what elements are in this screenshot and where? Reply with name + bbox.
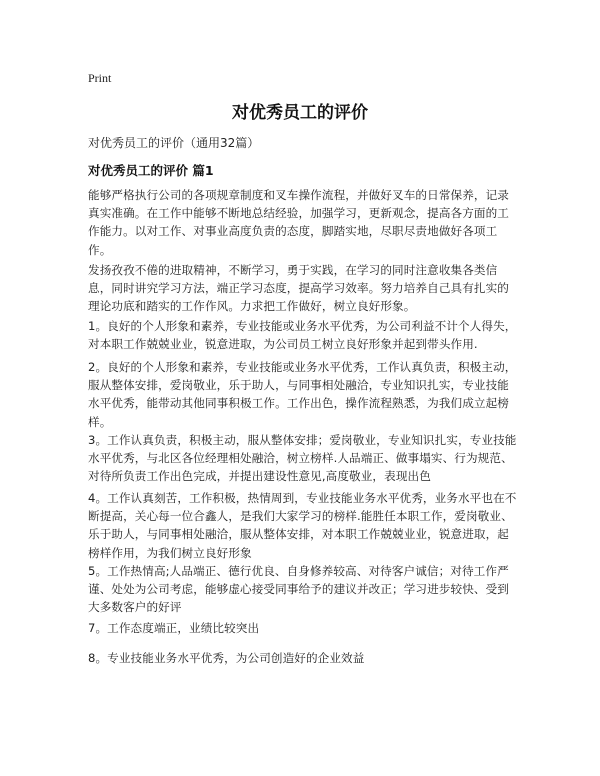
paragraph-item-1: 1。良好的个人形象和素养，专业技能或业务水平优秀，为公司利益不计个人得失，对本职工作兢兢业业，锐意进取，为公司员工树立良好形象并起到带头作用. <box>88 319 517 352</box>
paragraph-spirit: 发扬孜孜不倦的进取精神，不断学习，勇于实践，在学习的同时注意收集各类信息，同时讲究学习方法，端正学习态度，提高学习效率。努力培养自己具有扎实的理论功底和踏实的工作作风。力求把工作做好，树立良好形象。 <box>88 263 509 314</box>
paragraph-item-8: 8。专业技能业务水平优秀，为公司创造好的企业效益 <box>88 651 365 665</box>
section-heading: 对优秀员工的评价 篇1 <box>88 163 214 178</box>
paragraph-item-5: 5。工作热情高;人品端正、德行优良、自身修养较高、对待客户诚信；对待工作严谨、处处为公司考虑，能够虚心接受同事给予的建议并改正；学习进步较快、受到大多数客户的好评 <box>88 564 509 615</box>
page-title: 对优秀员工的评价 <box>232 103 368 123</box>
print-label[interactable]: Print <box>88 71 112 85</box>
paragraph-item-4: 4。工作认真刻苦，工作积极，热情周到，专业技能业务水平优秀，业务水平也在不断提高，关心每一位合鑫人，是我们大家学习的榜样.能胜任本职工作，爱岗敬业、乐于助人，与同事相处融洽，服从整体安排，对本职工作兢兢业业，锐意进取，起榜样作用，为我们树立良好形象 <box>88 491 517 560</box>
paragraph-item-3: 3。工作认真负责，积极主动，服从整体安排；爱岗敬业，专业知识扎实，专业技能水平优秀，与北区各位经理相处融洽，树立榜样.人品端正、做事塌实、行为规范、对待所负责工作出色完成，并提出建设性意见,高度敬业，表现出色 <box>88 433 517 484</box>
paragraph-intro: 能够严格执行公司的各项规章制度和叉车操作流程，并做好叉车的日常保养，记录真实准确。在工作中能够不断地总结经验，加强学习，更新观念，提高各方面的工作能力。以对工作、对事业高度负责的态度，脚踏实地，尽职尽责地做好各项工作。 <box>88 188 509 257</box>
paragraph-item-2: 2。良好的个人形象和素养，专业技能或业务水平优秀，工作认真负责，积极主动，服从整体安排，爱岗敬业，乐于助人，与同事相处融洽，专业知识扎实，专业技能水平优秀，能带动其他同事积极工作。工作出色，操作流程熟悉，为我们成立起榜样。 <box>88 360 517 429</box>
document-subtitle: 对优秀员工的评价（通用32篇） <box>88 136 260 150</box>
paragraph-item-7: 7。工作态度端正，业绩比较突出 <box>88 621 260 635</box>
